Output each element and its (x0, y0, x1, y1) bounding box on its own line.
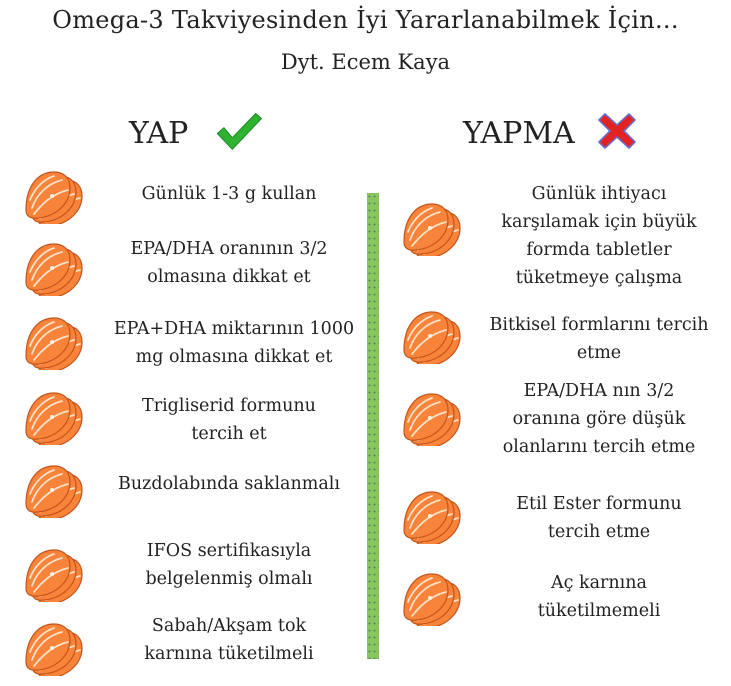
dont-item-line: EPA/DHA nın 3/2 (523, 381, 675, 401)
dont-item-text (470, 311, 728, 367)
salmon-icon (22, 618, 84, 676)
dont-heading (463, 116, 575, 152)
dont-item-line: Bitkisel formlarını tercih (489, 315, 709, 335)
author-name: Dyt. Ecem Kaya (280, 50, 451, 74)
do-item-line: Buzdolabında saklanmalı (118, 474, 340, 494)
check-mark-icon (214, 110, 264, 152)
dont-item-line: Günlük ihtiyacı (531, 184, 667, 204)
salmon-icon (22, 166, 84, 224)
do-item-text (100, 612, 358, 668)
do-item-text (100, 392, 358, 448)
do-item-text (100, 470, 358, 498)
salmon-icon (400, 486, 462, 544)
dont-item-text (470, 377, 728, 461)
dont-item-line: Etil Ester formunu (516, 494, 682, 514)
page-title: Omega-3 Takviyesinden İyi Yararlanabilmek İçin... (52, 6, 679, 34)
dont-item-line: oranına göre düşük (512, 409, 686, 429)
dont-item-line: tüketmeye çalışma (515, 268, 683, 288)
dont-item-line: formda tabletler (526, 240, 672, 260)
dont-item-text (470, 490, 728, 546)
do-item-line: Trigliserid formunu (142, 396, 316, 416)
salmon-icon (22, 544, 84, 602)
do-item-line: IFOS sertifikasıyla (146, 541, 312, 561)
dont-item-line: tüketilmemeli (537, 601, 661, 621)
dont-item-line: karşılamak için büyük (501, 212, 697, 232)
dont-item-line: Aç karnına (551, 573, 647, 593)
salmon-icon (22, 238, 84, 296)
salmon-icon (400, 388, 462, 446)
dont-item-line: tercih etme (547, 522, 651, 542)
do-item-line: olmasına dikkat et (147, 267, 311, 287)
salmon-icon (400, 306, 462, 364)
do-item-line: tercih et (191, 424, 267, 444)
salmon-icon (400, 568, 462, 626)
salmon-icon (22, 387, 84, 445)
do-item-line: EPA/DHA oranının 3/2 (130, 239, 328, 259)
cross-mark-icon (595, 110, 639, 152)
salmon-icon (22, 312, 84, 370)
dont-item-line: etme (576, 343, 622, 363)
dont-item-text (470, 180, 728, 292)
do-item-text (93, 315, 375, 371)
salmon-icon (400, 198, 462, 256)
do-item-line: EPA+DHA miktarının 1000 (113, 319, 355, 339)
dont-item-text (470, 569, 728, 625)
do-item-line: Sabah/Akşam tok (151, 616, 307, 636)
salmon-icon (22, 460, 84, 518)
do-item-text (100, 180, 358, 208)
do-heading (129, 116, 188, 152)
dont-item-line: olanlarını tercih etme (502, 437, 696, 457)
do-item-line: belgelenmiş olmalı (145, 569, 313, 589)
do-item-line: Günlük 1-3 g kullan (141, 184, 317, 204)
do-item-text (100, 537, 358, 593)
do-item-line: karnına tüketilmeli (144, 644, 314, 664)
column-divider (367, 193, 379, 659)
dont-heading-label: YAPMA (463, 116, 575, 151)
do-item-line: mg olmasına dikkat et (135, 347, 333, 367)
do-item-text (100, 235, 358, 291)
do-heading-label: YAP (129, 116, 189, 151)
